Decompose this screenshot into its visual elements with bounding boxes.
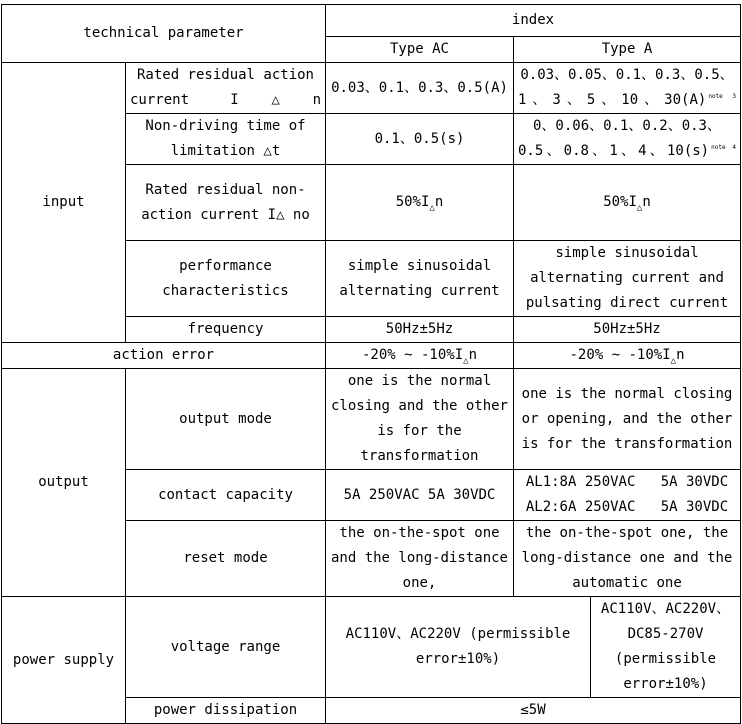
note-4-ref: note 4	[711, 144, 736, 152]
delta-subscript: △	[429, 202, 435, 213]
value-prefix: 50%I	[603, 194, 637, 210]
performance-characteristics-a: simple sinusoidal alternating current and pulsating direct current	[514, 241, 741, 317]
contact-capacity-a	[514, 470, 741, 521]
value-suffix: n	[434, 194, 444, 210]
contact-capacity-ac: 5A 250VAC 5A 30VDC	[326, 470, 514, 521]
delta-subscript: △	[463, 355, 469, 366]
output-mode-ac: one is the normal closing and the other is for the transformation	[326, 369, 514, 470]
technical-parameter-table	[1, 4, 741, 724]
header-technical-parameter: technical parameter	[2, 5, 326, 63]
frequency-ac: 50Hz±5Hz	[326, 317, 514, 343]
header-type-a: Type A	[514, 37, 741, 63]
power-supply-group-label: power supply	[2, 597, 126, 724]
note-3-ref: note 3	[708, 93, 736, 101]
reset-mode-ac: the on-the-spot one and the long-distance one,	[326, 521, 514, 597]
voltage-range-alt: AC110V、AC220V、DC85-270V (permissible error±10%)	[591, 597, 741, 698]
value-prefix: 50%I	[395, 194, 430, 210]
non-driving-time-label: Non-driving time of limitation △t	[126, 114, 326, 165]
frequency-a: 50Hz±5Hz	[514, 317, 741, 343]
action-error-label: action error	[2, 343, 326, 369]
action-error-ac	[326, 343, 514, 369]
header-type-ac: Type AC	[326, 37, 514, 63]
rated-action-current-ac: 0.03、0.1、0.3、0.5(A)	[326, 63, 514, 114]
power-dissipation-label: power dissipation	[126, 698, 326, 724]
contact-capacity-label: contact capacity	[126, 470, 326, 521]
output-mode-a: one is the normal closing or opening, and the other is for the transformation	[514, 369, 741, 470]
value-suffix: n	[676, 347, 685, 363]
voltage-range-label: voltage range	[126, 597, 326, 698]
voltage-range-main: AC110V、AC220V (permissible error±10%)	[326, 597, 591, 698]
output-group-label: output	[2, 369, 126, 597]
performance-characteristics-label: performance characteristics	[126, 241, 326, 317]
frequency-label: frequency	[126, 317, 326, 343]
rated-non-action-current-a	[514, 165, 741, 241]
reset-mode-label: reset mode	[126, 521, 326, 597]
rated-action-current-a-text: 0.03、0.05、0.1、0.3、0.5、1、3、5、10、30(A)	[518, 67, 734, 108]
rated-action-current-a	[514, 63, 741, 114]
value-prefix: -20% ~ -10%I	[361, 347, 464, 363]
delta-subscript: △	[670, 355, 677, 366]
contact-capacity-a-line2: AL2:6A 250VAC 5A 30VDC	[525, 499, 729, 515]
action-error-a	[514, 343, 741, 369]
rated-action-current-label: Rated residual action current I△n	[126, 63, 326, 114]
non-driving-time-a	[514, 114, 741, 165]
header-index: index	[326, 5, 741, 37]
reset-mode-a: the on-the-spot one, the long-distance one and the automatic one	[514, 521, 741, 597]
power-dissipation-value: ≤5W	[326, 698, 741, 724]
delta-subscript: △	[636, 202, 643, 213]
performance-characteristics-ac: simple sinusoidal alternating current	[326, 241, 514, 317]
output-mode-label: output mode	[126, 369, 326, 470]
input-group-label: input	[2, 63, 126, 343]
non-driving-time-ac: 0.1、0.5(s)	[326, 114, 514, 165]
value-prefix: -20% ~ -10%I	[569, 347, 671, 363]
rated-non-action-current-label: Rated residual non-action current I△ no	[126, 165, 326, 241]
rated-non-action-current-ac	[326, 165, 514, 241]
value-suffix: n	[642, 194, 651, 210]
value-suffix: n	[468, 347, 477, 363]
non-driving-time-a-text: 0、0.06、0.1、0.2、0.3、0.5、0.8、1、4、10(s)	[518, 118, 721, 159]
contact-capacity-a-line1: AL1:8A 250VAC 5A 30VDC	[525, 474, 729, 490]
